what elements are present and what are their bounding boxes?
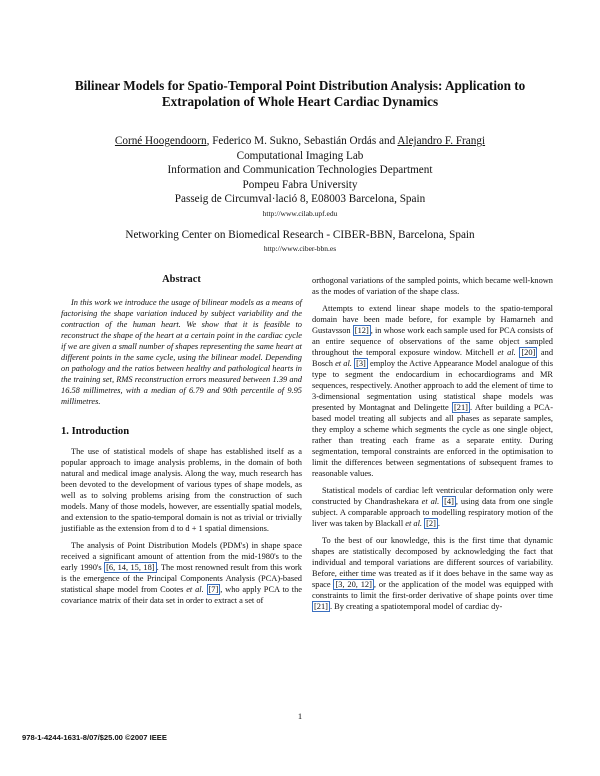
author-list <box>40 134 560 149</box>
page-number: 1 <box>297 711 303 721</box>
text-run: . <box>437 519 440 528</box>
paragraph: orthogonal variations of the sampled points, which became well-known as the modes of variation of the shape class. <box>312 276 553 296</box>
abstract-text: In this work we introduce the usage of bilinear models as a means of factorising the shape variation induced by subject variability and the contraction of the human heart. We show that it is feasible to reconstruct the shape of the heart at a certain point in the cardiac cycle if we are given a small number of shapes representing the same heart at different points in the same cycle, using the bilinear model. Depending on pathology and the ratios between healthy and pathological hearts in the training set, RMS reconstruction errors measured between 1.39 and 16.58 millimetres, with a median of 6.79 and 90th percentile of 9.95 millimetres. <box>61 298 302 406</box>
text-run: employ the Active Appearance Model analogue of this type to segment the endocardium in echocardiograms and MR sequences, respectively. Another approach to add the element of time to 3-dimensional segmentation using statistical shape models was presented by Montagnat and Delingette <box>312 359 553 412</box>
paper-title <box>40 78 560 110</box>
text-run: et al. <box>497 348 516 357</box>
paragraph <box>312 303 553 479</box>
citation-link[interactable]: [21] <box>454 403 468 412</box>
text-run: , using data from one single subject. A comparable approach to modelling respiratory motion of the liver was taken by Blackall <box>312 497 553 528</box>
text-run: , in whose work each sample used for PCA consists of an entire sequence of observations of the same object sampled throughout the temporal exposure window. Mitchell <box>312 326 553 357</box>
paragraph: The use of statistical models of shape has established itself as a popular approach to image analysis problems, in the domain of both natural and medical image analysis. Along the way, much research has been devoted to the development of various types of shape models, as well as to solving problems arising from the construction of such models. Many of those models, however, are essentially spatial models, and extension to the spatio-temporal domain is not as trivial or trivially justifiable as the extension from d to d + 1 spatial dimensions. <box>61 447 302 533</box>
text-run: et al. <box>186 585 204 594</box>
author-block <box>40 134 560 255</box>
citation-link[interactable]: [6, 14, 15, 18] <box>106 563 155 572</box>
copyright-footer: 978-1-4244-1631-8/07/$25.00 ©2007 IEEE <box>22 733 167 742</box>
section-heading: 1. Introduction <box>61 426 130 437</box>
text-run: To the best of our knowledge, this is the first time that dynamic shapes are statistically decomposed by acknowledging the fact that individual and temporal variations are different sources of variability. Before, either time was treated as if it does behave in the same way as space <box>312 536 553 589</box>
citation-link[interactable]: [21] <box>314 602 328 611</box>
text-run: et al. <box>421 497 440 506</box>
right-column <box>312 275 553 618</box>
citation-link[interactable]: [12] <box>354 326 369 335</box>
citation-link[interactable]: [7] <box>208 585 219 594</box>
citation-link[interactable]: [4] <box>444 497 454 506</box>
text-run: . After building a PCA-based model treating all subjects and all phases as separate samples, they employ a scheme which segments the cycle as one single object, rather than treating each frame as a separate entity. During segmentation, temporal constraints are enforced in the optimisation to limit the differences between segmentations of subsequent frames to reasonable values. <box>312 403 553 478</box>
text-run: and Bosch <box>312 348 554 368</box>
abstract-heading: Abstract <box>162 274 201 285</box>
citation-link[interactable]: [3] <box>356 359 366 368</box>
title-line: Extrapolation of Whole Heart Cardiac Dynamics <box>161 94 439 109</box>
author-names: , Federico M. Sukno, Sebastián Ordás and <box>206 135 398 147</box>
text-run: et al. <box>335 359 352 368</box>
paragraph <box>312 535 553 612</box>
affiliation: Networking Center on Biomedical Research - CIBER-BBN, Barcelona, Spain <box>125 228 475 241</box>
text-run: et al. <box>405 519 423 528</box>
title-line: Bilinear Models for Spatio-Temporal Point Distribution Analysis: Application to <box>74 78 526 93</box>
citation-link[interactable]: [3, 20, 12] <box>335 580 372 589</box>
affiliation-url[interactable]: http://www.cilab.upf.edu <box>262 208 338 218</box>
left-column <box>61 270 302 612</box>
text-run: The analysis of Point Distribution Models (PDM's) in shape space received a significant amount of attention from the mid-1980's to the early 1990's <box>61 541 302 572</box>
text-run: . The most renowned result from this work is the emergence of the Principal Components Analysis (PCA)-based statistical shape model from Cootes <box>61 563 302 594</box>
paragraph <box>312 485 553 529</box>
author-link[interactable]: Alejandro F. Frangi <box>397 135 486 147</box>
affiliation-url[interactable]: http://www.ciber-bbn.es <box>263 244 337 253</box>
paragraph <box>61 540 302 606</box>
affiliation-address: Passeig de Circumval·lació 8, E08003 Barcelona, Spain <box>174 193 426 205</box>
affiliation: Pompeu Fabra University <box>242 178 358 191</box>
text-run: , who apply PCA to the covariance matrix of their data set in order to extract a set of <box>61 585 303 605</box>
text-run: , or the application of the model was equipped with constraints to limit the first-order derivative of shape points over time <box>312 580 554 600</box>
citation-link[interactable]: [20] <box>521 348 536 357</box>
affiliation: Computational Imaging Lab <box>236 149 364 162</box>
author-link[interactable]: Corné Hoogendoorn <box>114 135 207 147</box>
affiliation: Information and Communication Technologies Department <box>167 164 433 176</box>
citation-link[interactable]: [2] <box>426 519 436 528</box>
text-run: Attempts to extend linear shape models to the spatio-temporal domain have been made before, for example by Hamarneh and Gustavsson <box>312 304 553 335</box>
text-run: Statistical models of cardiac left ventricular deformation only were constructed by Chandrashekara <box>312 486 553 506</box>
text-run: . By creating a spatiotemporal model of cardiac dy- <box>329 602 503 611</box>
